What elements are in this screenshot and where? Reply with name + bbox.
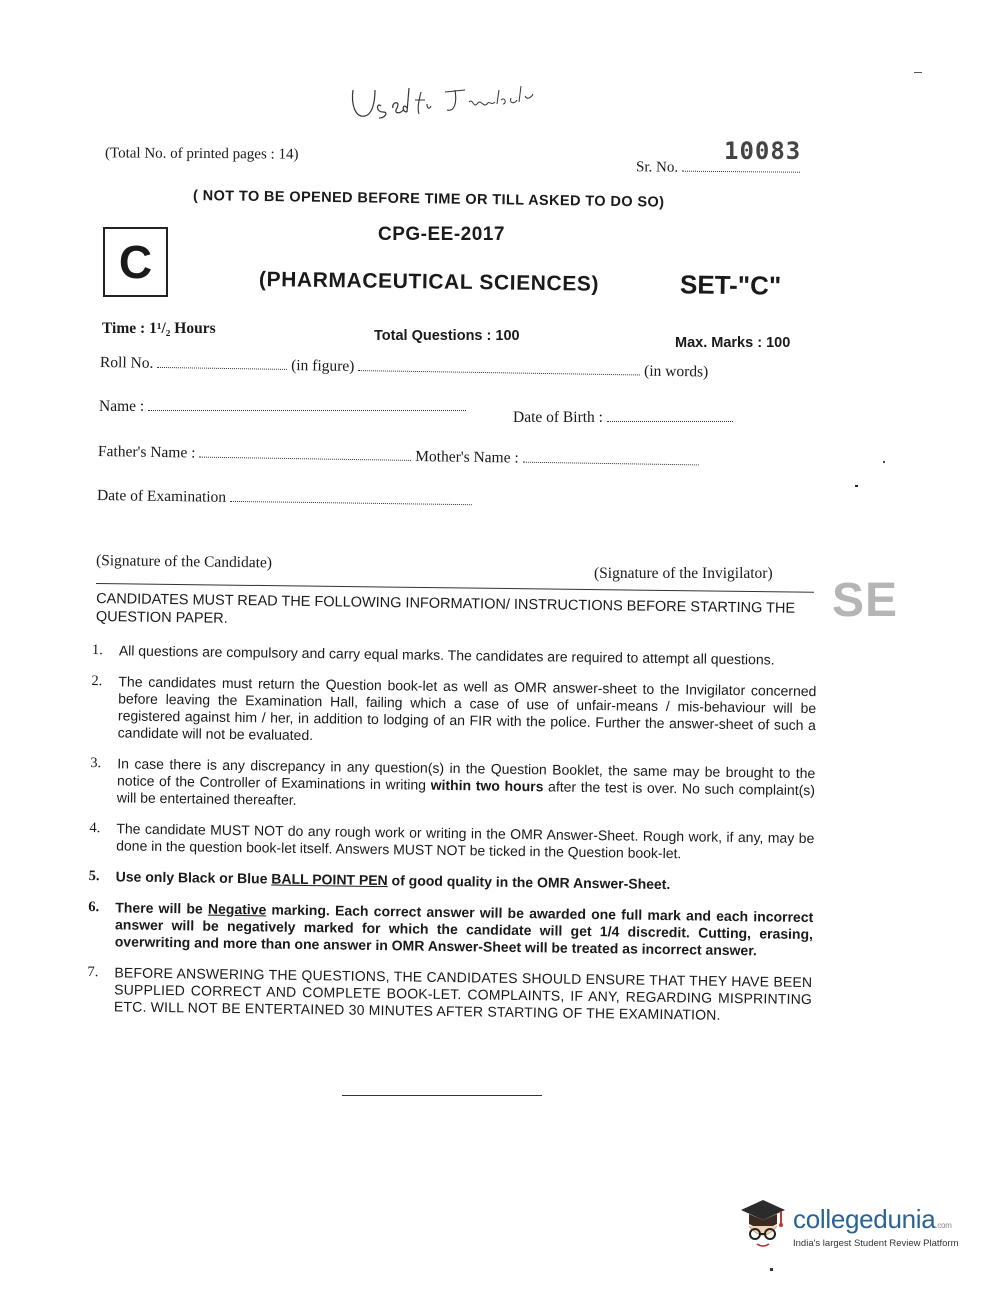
roll-number-field[interactable] [100, 354, 709, 382]
exam-code: CPG-EE-2017 [378, 224, 505, 245]
instruction-text: The candidate MUST NOT do any rough work or writing in the OMR Answer-Sheet. Rough work, if any, may be done in the question book-let itself. Answers MUST NOT be ticked in the Question book-let. [116, 820, 815, 862]
logo-tagline: India's largest Student Review Platform [793, 1238, 959, 1249]
set-label: SET-"C" [679, 269, 782, 301]
instruction-item [92, 642, 817, 669]
roll-words-line[interactable] [358, 359, 640, 375]
collegedunia-logo [737, 1196, 962, 1256]
name-field[interactable] [99, 398, 466, 416]
instruction-item [89, 820, 814, 864]
roll-number-label: Roll No. [99, 354, 154, 372]
dob-field[interactable] [513, 409, 733, 427]
scan-speck [883, 461, 885, 463]
instruction-item [87, 964, 813, 1025]
name-label: Name : [99, 398, 145, 415]
in-words-label: (in words) [643, 362, 709, 381]
instruction-text-part: Use only Black or Blue [115, 868, 272, 887]
instruction-underlined-part: BALL POINT PEN [271, 870, 388, 889]
parents-field[interactable] [98, 443, 699, 470]
instruction-item [91, 673, 817, 751]
instruction-text [117, 755, 816, 816]
dob-line[interactable] [607, 410, 733, 422]
exam-date-label: Date of Examination [96, 487, 227, 506]
dob-label: Date of Birth : [513, 409, 603, 426]
instruction-number: 4. [89, 819, 101, 837]
instruction-number: 3. [90, 754, 102, 772]
roll-figure-line[interactable] [157, 356, 287, 370]
scan-speck [855, 485, 858, 487]
instructions-list [87, 642, 817, 1039]
instruction-text: All questions are compulsory and carry equal marks. The candidates are required to attempt all questions. [118, 642, 775, 668]
father-name-line[interactable] [199, 446, 411, 461]
instruction-text: The candidates must return the Question book-let as well as OMR answer-sheet to the Invigilator concerned before leaving the Examination Hall, failing which a case of use of unfair-means / mis-behaviour will be registered against him / her, in addition to lodging of an FIR with the police. Further the answer-sheet of such a candidate will not be evaluated. [117, 673, 817, 744]
subject-title: (PHARMACEUTICAL SCIENCES) [258, 268, 600, 296]
scan-speck [770, 1268, 773, 1271]
graduate-cap-icon [737, 1196, 787, 1254]
instruction-number: 7. [87, 963, 99, 981]
instruction-text [116, 868, 814, 895]
name-line[interactable] [148, 399, 466, 411]
printed-pages-count: (Total No. of printed pages : 14) [104, 145, 299, 163]
scan-mark [914, 72, 922, 73]
instruction-number: 5. [88, 867, 100, 885]
exam-date-line[interactable] [230, 490, 472, 505]
side-watermark: SE [832, 574, 899, 627]
handwritten-note [345, 78, 545, 128]
serial-label: Sr. No. [635, 159, 679, 176]
max-marks: Max. Marks : 100 [675, 335, 791, 351]
handwritten-note-graphic [345, 78, 545, 128]
serial-number: 10083 [724, 137, 802, 165]
instruction-text-part: after the test is over. No such complaint(s) will be entertained thereafter. [116, 778, 816, 808]
in-figure-label: (in figure) [291, 357, 355, 375]
invigilator-signature-label: (Signature of the Invigilator) [594, 565, 773, 582]
instructions-heading: CANDIDATES MUST READ THE FOLLOWING INFORMATION/ INSTRUCTIONS BEFORE STARTING THE QUESTION PAPER. [95, 591, 796, 627]
mother-name-line[interactable] [523, 451, 699, 466]
instruction-number: 6. [88, 898, 100, 916]
candidate-signature-label: (Signature of the Candidate) [95, 552, 273, 572]
instruction-number: 1. [91, 642, 103, 659]
instruction-text-part: There will be [115, 899, 209, 917]
do-not-open-warning: ( NOT TO BE OPENED BEFORE TIME OR TILL ASKED TO DO SO) [192, 188, 665, 211]
instruction-number: 2. [91, 672, 103, 690]
instruction-text-part: marking. Each correct answer will be awarded one full mark and each incorrect answer will be negatively marked for which the candidate will get 1/4 discredit. Cutting, erasing, overwriting and more than one answer in OMR Answer-Sheet will be treated as incorrect answer. [114, 901, 814, 959]
instruction-item [88, 899, 814, 960]
total-questions: Total Questions : 100 [374, 328, 520, 344]
logo-brand [793, 1204, 952, 1235]
instruction-item [90, 755, 816, 816]
instruction-text [115, 899, 814, 960]
instruction-underlined-part: Negative [207, 900, 267, 918]
exam-duration: Time : 1¹/₂ Hours [102, 320, 216, 337]
instruction-bold-part: within two hours [430, 776, 544, 795]
logo-brand-suffix: .com [935, 1221, 952, 1230]
instruction-item [89, 868, 814, 895]
serial-field [636, 159, 800, 177]
logo-brand-name: collegedunia [793, 1204, 936, 1234]
exam-date-field[interactable] [97, 487, 472, 510]
set-box: C [103, 227, 168, 297]
mother-name-label: Mother's Name : [415, 447, 519, 467]
end-divider [342, 1095, 542, 1096]
instruction-text-part: In case there is any discrepancy in any question(s) in the Question Booklet, the same may be brought to the notice of the Controller of Examinations in writing [116, 755, 816, 793]
instruction-text-part: of good quality in the OMR Answer-Sheet. [387, 872, 671, 893]
father-name-label: Father's Name : [97, 443, 196, 462]
instruction-text: BEFORE ANSWERING THE QUESTIONS, THE CANDIDATES SHOULD ENSURE THAT THEY HAVE BEEN SUPPLIED CORRECT AND COMPLETE BOOK-LET. COMPLAINTS, IF ANY, REGARDING MISPRINTING ETC. WILL NOT BE ENTERTAINED 30 MINUTES AFTER STARTING OF THE EXAMINATION. [113, 964, 813, 1023]
serial-dotted-line [682, 160, 800, 173]
